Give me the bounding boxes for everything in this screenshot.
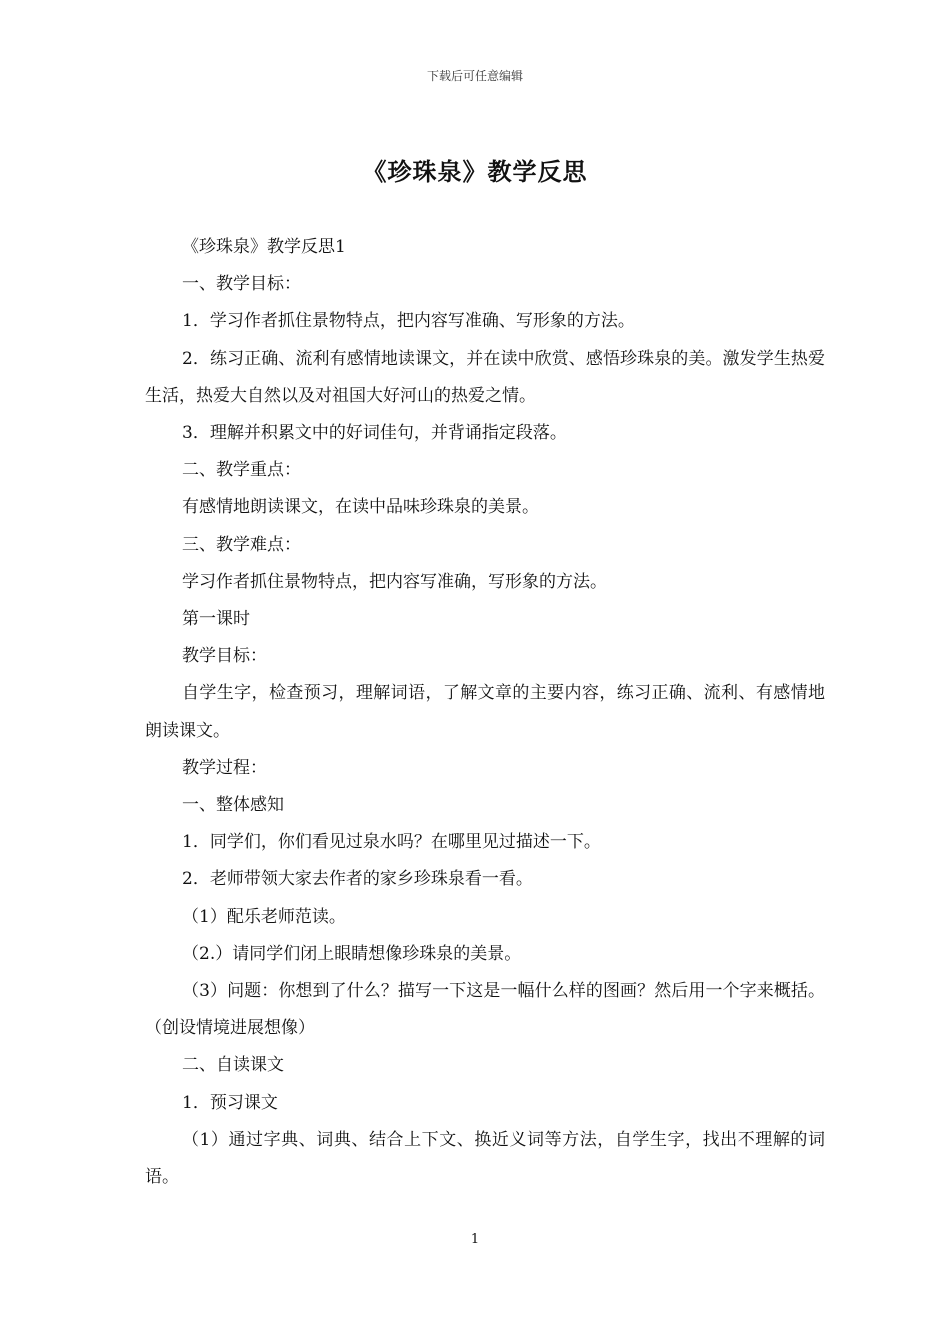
paragraph: 一、整体感知 (182, 795, 284, 816)
paragraph: 第一课时 (182, 609, 250, 630)
paragraph: 教学目标： (182, 646, 267, 667)
paragraph: 3．理解并积累文中的好词佳句，并背诵指定段落。 (182, 423, 567, 444)
paragraph: 有感情地朗读课文，在读中品味珍珠泉的美景。 (182, 497, 539, 518)
paragraph: 1．预习课文 (182, 1092, 278, 1113)
document-title: 《珍珠泉》教学反思 (362, 157, 588, 186)
paragraph: （2.）请同学们闭上眼睛想像珍珠泉的美景。 (182, 943, 522, 964)
paragraph: 2．练习正确、流利有感情地读课文，并在读中欣赏、感悟珍珠泉的美。激发学生热爱生活，热爱大自然以及对祖国大好河山的热爱之情。 (145, 348, 825, 406)
paragraph: 二、教学重点： (182, 460, 301, 481)
paragraph: 教学过程： (182, 757, 267, 778)
paragraph: 学习作者抓住景物特点，把内容写准确，写形象的方法。 (182, 571, 607, 592)
paragraph: 1．同学们，你们看见过泉水吗？在哪里见过描述一下。 (182, 832, 601, 853)
paragraph: 《珍珠泉》教学反思1 (182, 237, 346, 257)
paragraph: 二、自读课文 (182, 1055, 284, 1076)
paragraph: 自学生字，检查预习，理解词语，了解文章的主要内容，练习正确、流利、有感情地朗读课文。 (145, 683, 825, 741)
paragraph: 2．老师带领大家去作者的家乡珍珠泉看一看。 (182, 869, 533, 890)
paragraph: （1）通过字典、词典、结合上下文、换近义词等方法，自学生字，找出不理解的词语。 (145, 1129, 825, 1188)
paragraph: 1．学习作者抓住景物特点，把内容写准确、写形象的方法。 (182, 311, 635, 332)
paragraph: （3）问题：你想到了什么？描写一下这是一幅什么样的图画？然后用一个字来概括。（创设情境进展想像） (145, 981, 825, 1039)
page-number: 1 (470, 1232, 480, 1247)
paragraph: 一、教学目标： (182, 274, 301, 295)
document-body (145, 229, 825, 1196)
header-note: 下载后可任意编辑 (426, 69, 523, 83)
paragraph: 三、教学难点： (182, 534, 301, 555)
paragraph: （1）配乐老师范读。 (182, 906, 346, 927)
